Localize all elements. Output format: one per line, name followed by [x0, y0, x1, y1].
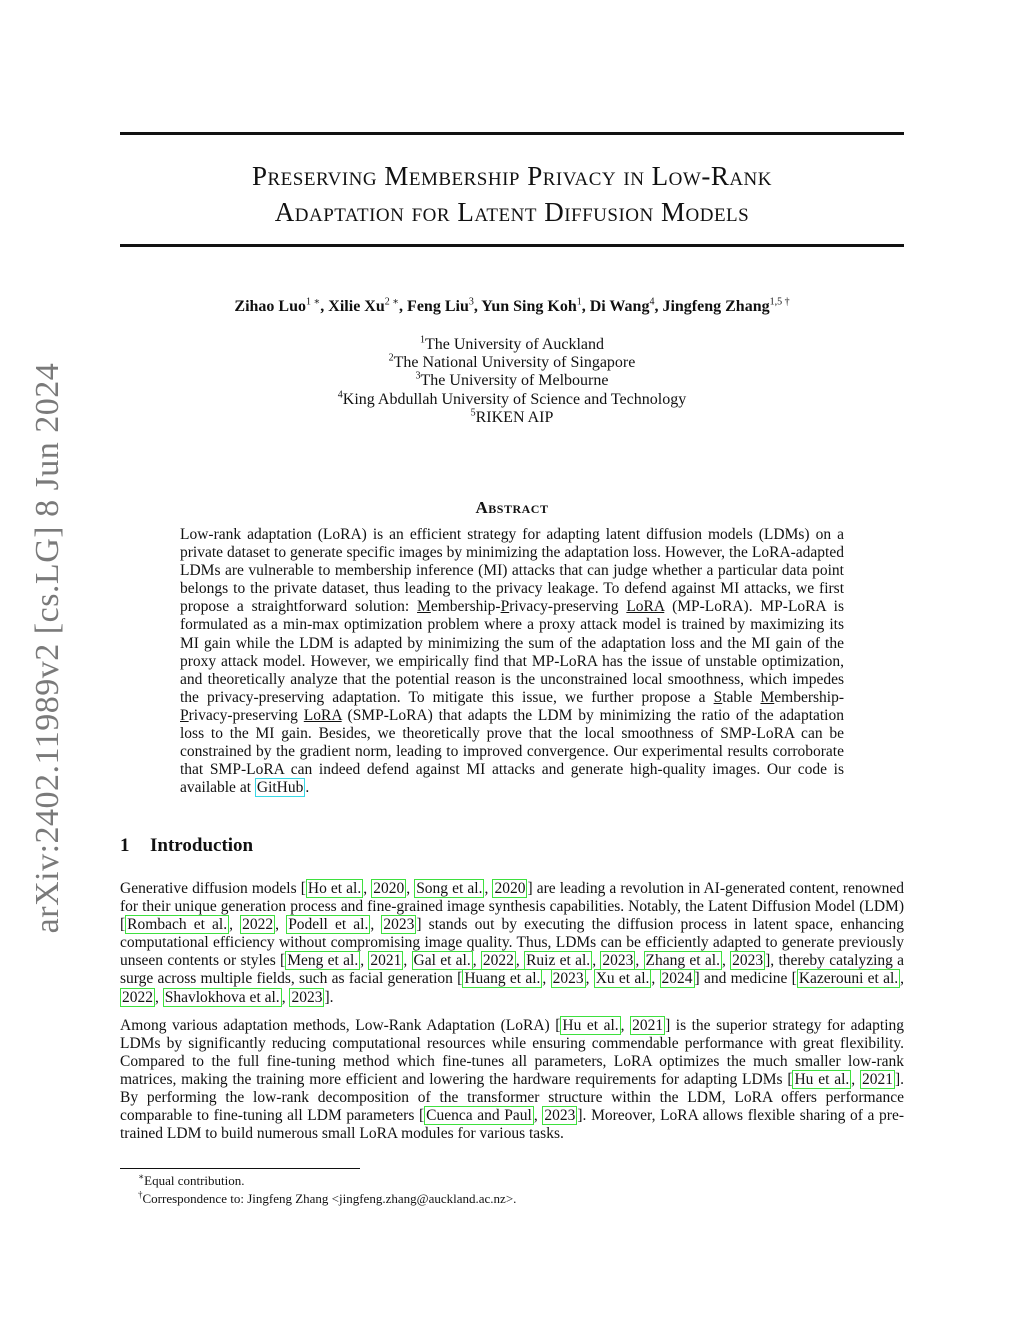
citation-link[interactable]: Shavlokhova et al.: [164, 988, 280, 1006]
citation-link[interactable]: Hu et al.: [794, 1070, 850, 1088]
citation-link[interactable]: 2023: [383, 916, 415, 934]
citation-link[interactable]: Zhang et al.: [645, 952, 720, 970]
author: Yun Sing Koh$^1$: [481, 296, 582, 315]
author: Feng Liu$^3$: [407, 296, 474, 315]
author: Jingfeng Zhang$^{1,5 \dagger}$: [662, 296, 790, 315]
citation-link[interactable]: 2023: [552, 970, 584, 988]
abstract-heading: Abstract: [475, 498, 549, 517]
citation-link[interactable]: 2023: [291, 988, 323, 1006]
paper-title: [120, 158, 904, 230]
affiliation-list: [120, 336, 904, 427]
citation-link[interactable]: 2022: [482, 952, 514, 970]
citation-link[interactable]: Ho et al.: [307, 880, 362, 897]
paragraph: Among various adaptation methods, Low-Rank Adaptation (LoRA) [ Hu et al. , 2021 ] is the superior strategy for adapting LDMs by significantly reducing computational resources while ensuring commendable performance with great flexibility. Compared to the full fine-tuning method which fine-tunes all parameters, LoRA optimizes the much smaller low-rank matrices, making the training more efficient and lowering the hardware requirements for adapting LDMs [ Hu et al. , 2021 ]. By performing the low-rank decomposition of the transformer structure within the LDM, LoRA offers performance comparable to fine-tuning all LDM parameters [ Cuenca and Paul , 2023 ]. Moreover, LoRA allows flexible sharing of a pre-trained LDM to build numerous small LoRA modules for various tasks.: [120, 1016, 905, 1143]
affiliation: $^5$RIKEN AIP: [470, 407, 554, 426]
footnote: ∗Equal contribution.: [138, 1171, 245, 1188]
citation-link[interactable]: 2022: [242, 916, 274, 934]
affiliation: $^4$King Abdullah University of Science and Technology: [337, 389, 687, 408]
section-heading-introduction: 1 Introduction: [120, 835, 254, 856]
citation-link[interactable]: Podell et al.: [288, 916, 369, 934]
title-top-rule: [120, 132, 904, 135]
footnote-divider: [120, 1168, 360, 1169]
citation-link[interactable]: Gal et al.: [413, 952, 471, 970]
citation-link[interactable]: 2020: [373, 880, 405, 897]
citation-link[interactable]: 2024: [661, 970, 693, 988]
affiliation: $^1$The University of Auckland: [419, 334, 605, 353]
citation-link[interactable]: 2020: [494, 880, 526, 897]
citation-link[interactable]: 2023: [602, 952, 634, 970]
citation-link[interactable]: 2023: [544, 1107, 576, 1125]
title-bottom-rule: [120, 244, 904, 247]
citation-link[interactable]: 2021: [370, 952, 402, 970]
citation-link[interactable]: Meng et al.: [287, 952, 359, 970]
affiliation: $^3$The University of Melbourne: [415, 371, 609, 390]
citation-link[interactable]: Song et al.: [416, 880, 483, 897]
citation-link[interactable]: Cuenca and Paul: [426, 1107, 532, 1125]
citation-link[interactable]: Ruiz et al.: [526, 952, 591, 970]
author: Zihao Luo$^{1 ∗}$: [234, 296, 321, 315]
citation-link[interactable]: Xu et al.: [595, 970, 650, 988]
paragraph: Generative diffusion models [ Ho et al. , 2020 , Song et al. , 2020 ] are leading a revolution in AI-generated content, renowned for their unique generation process and fine-grained image synthesis capabilities. Notably, the Latent Diffusion Model (LDM) [ Rombach et al. , 2022 , Podell et al. , 2023 ] stands out by executing the diffusion process in latent space, enhancing computational efficiency without compromising image quality. Thus, LDMs can be efficiently adapted to generate previously unseen contents or styles [ Meng et al. , 2021 , Gal et al. , 2022 , Ruiz et al. , 2023 , Zhang et al. , 2023 ], thereby catalyzing a surge across multiple fields, such as facial generation [ Huang et al. , 2023 , Xu et al. , 2024 ] and medicine [ Kazerouni et al. , 2022 , Shavlokhova et al. , 2023 ].: [120, 880, 905, 1006]
abstract-body: Low-rank adaptation (LoRA) is an efficient strategy for adapting latent diffusion models (LDMs) on a private dataset to generate specific images by minimizing the adaptation loss. However, the LoRA-adapted LDMs are vulnerable to membership inference (MI) attacks that can judge whether a particular data point belongs to the private dataset, thus leading to the privacy leakage. To defend against MI attacks, we first propose a straightforward solution: Membership-Privacy-preserving LoRA (MP-LoRA). MP-LoRA is formulated as a min-max optimization problem where a proxy attack model is trained by maximizing its MI gain while the LDM is adapted by minimizing the sum of the adaptation loss and the MI gain of the proxy attack model. However, we empirically find that MP-LoRA has the issue of unstable optimization, and theoretically analyze that the potential reason is the unconstrained local smoothness, which impedes the privacy-preserving adaptation. To mitigate this issue, we further propose a Stable Membership-Privacy-preserving LoRA (SMP-LoRA) that adapts the LDM by minimizing the ratio of the adaptation loss to the MI gain. Besides, we theoretically prove that the local smoothness of SMP-LoRA can be constrained by the gradient norm, leading to improved convergence. Our experimental results corroborate that SMP-LoRA can indeed defend against MI attacks and generate high-quality images. Our code is available at GitHub .: [180, 526, 845, 797]
title-line-1: Preserving Membership Privacy in Low-Rank: [251, 161, 772, 191]
citation-link[interactable]: 2023: [732, 952, 764, 970]
citation-link[interactable]: 2022: [122, 988, 153, 1006]
affiliation: $^2$The National University of Singapore: [388, 352, 636, 372]
citation-link[interactable]: 2021: [632, 1016, 664, 1034]
arxiv-identifier-stamp[interactable]: arXiv:2402.11989v2 [cs.LG] 8 Jun 2024: [29, 362, 66, 934]
citation-link[interactable]: Kazerouni et al.: [798, 970, 899, 988]
github-link[interactable]: GitHub: [256, 779, 304, 797]
author-list: Zihao Luo$^{1 ∗}$, Xilie $Xu^{2 ∗}$, Feng Liu$^3$, Yun Sing Koh$^1$, Di Wang$^4$, Jingfeng Zhang$^{1,5 \dagger}$: [234, 296, 790, 315]
citation-link[interactable]: Rombach et al.: [127, 916, 228, 934]
citation-link[interactable]: 2021: [861, 1070, 893, 1088]
citation-link[interactable]: Hu et al.: [562, 1016, 619, 1034]
footnotes: [138, 1172, 516, 1208]
title-line-2: Adaptation for Latent Diffusion Models: [274, 197, 750, 227]
author: Xilie $Xu^{2 ∗}$: [328, 296, 400, 315]
introduction-body: [120, 880, 904, 1153]
footnote: †Correspondence to: Jingfeng Zhang <jingfeng.zhang@auckland.ac.nz>.: [138, 1189, 517, 1206]
author: Di Wang$^4$: [589, 296, 655, 315]
citation-link[interactable]: Huang et al.: [464, 970, 541, 988]
